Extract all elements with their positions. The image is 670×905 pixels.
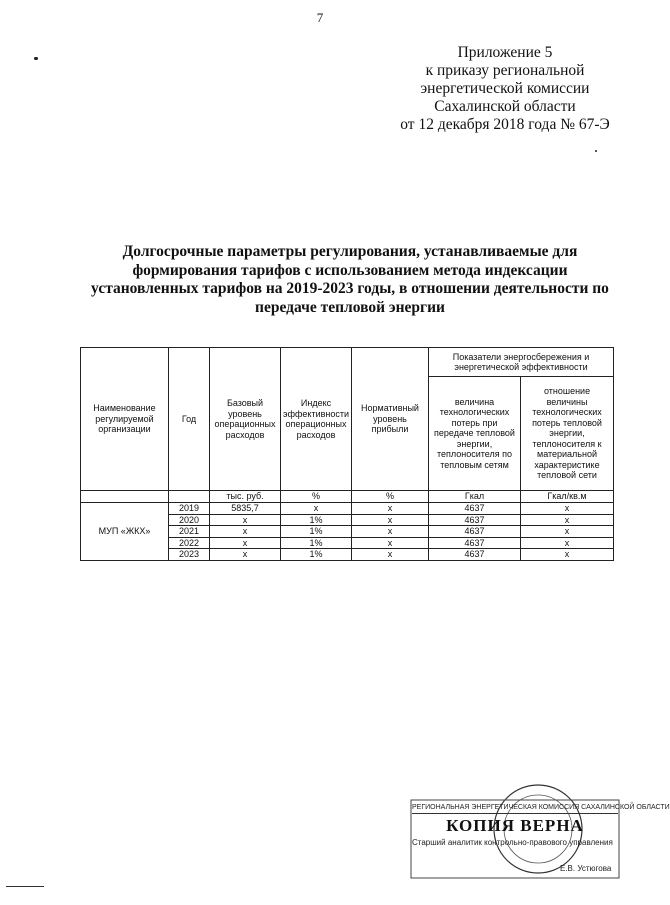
title-line: формирования тарифов с использованием метода индексации — [132, 261, 568, 279]
cell-profit: х — [352, 537, 429, 549]
cell-index: х — [281, 503, 352, 515]
cell-year: 2022 — [169, 537, 210, 549]
appendix-line: Приложение 5 — [457, 44, 553, 61]
cell-losses: 4637 — [429, 514, 521, 526]
cell-ratio: х — [521, 537, 614, 549]
appendix-header — [380, 44, 630, 134]
appendix-line: энергетической комиссии — [420, 80, 590, 97]
unit-base: тыс. руб. — [210, 491, 281, 503]
header-energy-group: Показатели энергосбережения и энергетической эффективности — [429, 348, 614, 377]
unit-empty — [81, 491, 169, 503]
unit-profit: % — [352, 491, 429, 503]
header-year: Год — [169, 348, 210, 491]
parameters-table — [80, 347, 614, 561]
appendix-line: Сахалинской области — [434, 98, 576, 115]
margin-line — [6, 886, 44, 887]
unit-index: % — [281, 491, 352, 503]
cell-losses: 4637 — [429, 526, 521, 538]
header-org: Наименование регулируемой организации — [81, 348, 169, 491]
cell-index: 1% — [281, 514, 352, 526]
scan-speck — [595, 150, 597, 152]
stamp-copy-label: КОПИЯ ВЕРНА — [446, 816, 584, 835]
title-line: передаче тепловой энергии — [255, 298, 445, 316]
org-name: МУП «ЖКХ» — [81, 503, 169, 561]
stamp-position: Старший аналитик контрольно-правового управления — [412, 838, 613, 847]
cell-index: 1% — [281, 549, 352, 561]
cell-profit: х — [352, 526, 429, 538]
appendix-line: от 12 декабря 2018 года № 67-Э — [400, 116, 610, 133]
cell-ratio: х — [521, 503, 614, 515]
cell-base: х — [210, 526, 281, 538]
cell-profit: х — [352, 514, 429, 526]
page-number: 7 — [316, 10, 324, 25]
cell-profit: х — [352, 549, 429, 561]
title-line: Долгосрочные параметры регулирования, устанавливаемые для — [122, 243, 578, 260]
header-losses: величина технологических потерь при передаче тепловой энергии, теплоносителя по тепловым сетям — [429, 377, 521, 491]
cell-losses: 4637 — [429, 503, 521, 515]
cell-base: 5835,7 — [210, 503, 281, 515]
cell-losses: 4637 — [429, 537, 521, 549]
cell-index: 1% — [281, 537, 352, 549]
document-title — [85, 243, 615, 317]
header-profit-level: Нормативный уровень прибыли — [352, 348, 429, 491]
appendix-line: к приказу региональной — [425, 62, 585, 79]
cell-index: 1% — [281, 526, 352, 538]
cell-base: х — [210, 549, 281, 561]
cell-losses: 4637 — [429, 549, 521, 561]
stamp-organization: РЕГИОНАЛЬНАЯ ЭНЕРГЕТИЧЕСКАЯ КОМИССИЯ САХАЛИНСКОЙ ОБЛАСТИ — [412, 804, 618, 814]
scan-speck — [34, 57, 38, 60]
cell-ratio: х — [521, 514, 614, 526]
cell-year: 2019 — [169, 503, 210, 515]
cell-year: 2020 — [169, 514, 210, 526]
unit-empty — [169, 491, 210, 503]
unit-losses: Гкал — [429, 491, 521, 503]
cell-ratio: х — [521, 526, 614, 538]
cell-year: 2023 — [169, 549, 210, 561]
cell-ratio: х — [521, 549, 614, 561]
header-efficiency-index: Индекс эффективности операционных расходов — [281, 348, 352, 491]
cell-base: х — [210, 514, 281, 526]
title-line: установленных тарифов на 2019-2023 годы, в отношении деятельности по — [91, 280, 609, 297]
cell-year: 2021 — [169, 526, 210, 538]
stamp-signer-name: Е.В. Устюгова — [560, 864, 612, 873]
cell-profit: х — [352, 503, 429, 515]
unit-ratio: Гкал/кв.м — [521, 491, 614, 503]
header-base-opex: Базовый уровень операционных расходов — [210, 348, 281, 491]
cell-base: х — [210, 537, 281, 549]
table-row — [81, 503, 614, 515]
certified-copy-stamp — [410, 785, 670, 881]
header-loss-ratio: отношение величины технологических потерь тепловой энергии, теплоносителя к материальной характеристике тепловой сети — [521, 377, 614, 491]
